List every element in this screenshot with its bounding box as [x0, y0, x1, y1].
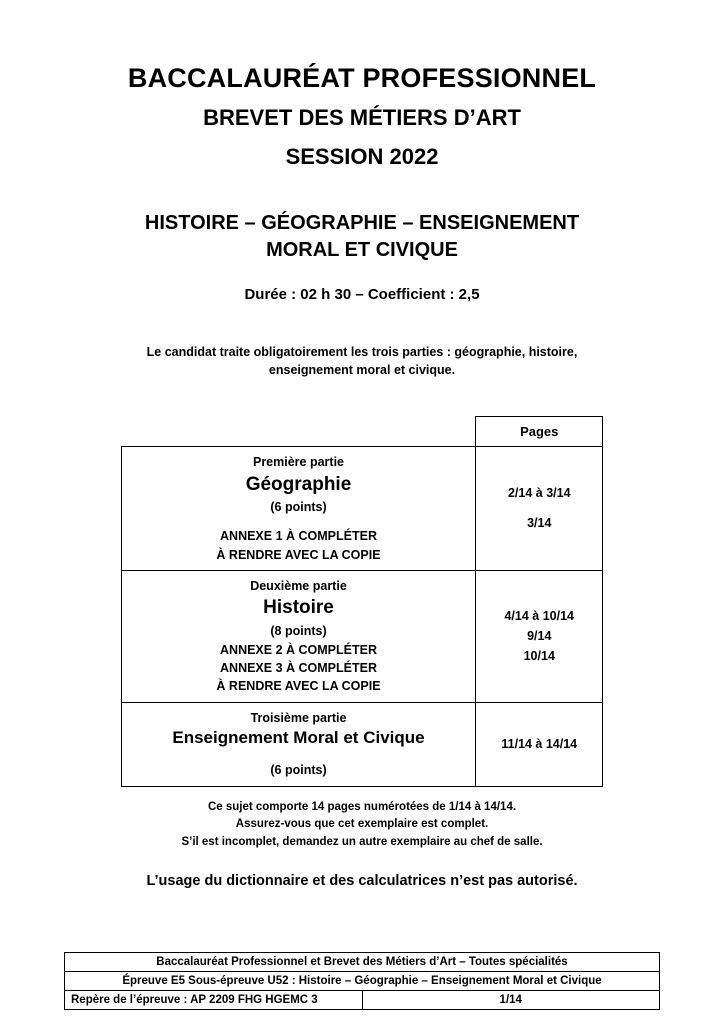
- candidate-instruction-line1: Le candidat traite obligatoirement les trois parties : géographie, histoire,: [146, 345, 578, 360]
- usage-note: L’usage du dictionnaire et des calculatrices n’est pas autorisé.: [146, 872, 578, 889]
- footer-subject-line: Épreuve E5 Sous-épreuve U52 : Histoire – Géographie – Enseignement Moral et Civique: [65, 972, 660, 991]
- part-two-pages-annexe1: 9/14: [527, 629, 552, 644]
- part-three-cell: [121, 702, 476, 787]
- part-three-points: (6 points): [270, 763, 327, 778]
- part-one-name: Géographie: [245, 473, 352, 495]
- part-one-pages-main: 2/14 à 3/14: [507, 486, 571, 501]
- summary-table: [121, 416, 604, 788]
- pages-note-line1: Ce sujet comporte 14 pages numérotées de 1/14 à 14/14.: [207, 801, 517, 814]
- part-two-cell: [121, 570, 476, 702]
- part-two-label: Deuxième partie: [250, 578, 347, 593]
- table-row: [121, 570, 603, 702]
- subject-title: [64, 210, 660, 264]
- exam-session: SESSION 2022: [285, 144, 439, 170]
- document-header: [64, 0, 660, 170]
- part-two-annexe-line2: ANNEXE 3 À COMPLÉTER: [220, 661, 377, 676]
- subject-title-line1: HISTOIRE – GÉOGRAPHIE – ENSEIGNEMENT: [144, 212, 580, 235]
- pages-note-line3: S’il est incomplet, demandez un autre exemplaire au chef de salle.: [181, 835, 543, 848]
- part-two-annexe-line1: ANNEXE 2 À COMPLÉTER: [220, 643, 377, 658]
- part-three-label: Troisième partie: [250, 710, 347, 725]
- part-one-pages-cell: [476, 447, 603, 571]
- duration-coefficient: Durée : 02 h 30 – Coefficient : 2,5: [244, 286, 480, 304]
- footer-row-subject: [65, 972, 660, 991]
- table-row: [121, 447, 603, 571]
- part-three-pages-cell: [476, 702, 603, 787]
- exam-title-line2: BREVET DES MÉTIERS D’ART: [203, 104, 521, 130]
- table-header-row: [121, 416, 603, 447]
- candidate-instruction-line2: enseignement moral et civique.: [268, 363, 456, 378]
- part-three-pages-main: 11/14 à 14/14: [501, 737, 578, 752]
- footer-exam-line: Baccalauréat Professionnel et Brevet des Métiers d’Art – Toutes spécialités: [65, 953, 660, 972]
- part-one-label: Première partie: [252, 455, 345, 470]
- pages-note-line2: Assurez-vous que cet exemplaire est complet.: [235, 818, 489, 831]
- part-one-pages-spacer: [480, 503, 598, 513]
- part-two-annexe-line3: À RENDRE AVEC LA COPIE: [216, 679, 381, 694]
- footer-row-repere: [65, 991, 660, 1010]
- part-one-annexe-line2: À RENDRE AVEC LA COPIE: [216, 547, 381, 562]
- table-row: [121, 702, 603, 787]
- exam-title-line1: BACCALAURÉAT PROFESSIONNEL: [127, 63, 597, 93]
- candidate-instruction: [64, 343, 660, 379]
- part-one-cell: [121, 447, 476, 571]
- part-one-points: (6 points): [270, 500, 327, 515]
- part-two-pages-main: 4/14 à 10/14: [504, 609, 574, 624]
- footer-page-number: 1/14: [362, 991, 660, 1010]
- table-header-empty-cell: [121, 416, 476, 447]
- part-two-pages-annexe2: 10/14: [523, 649, 555, 664]
- part-one-annexe-line1: ANNEXE 1 À COMPLÉTER: [220, 529, 377, 544]
- part-two-pages-cell: [476, 570, 603, 702]
- part-three-spacer: [126, 750, 472, 760]
- part-two-name: Histoire: [263, 597, 334, 619]
- part-one-spacer: [126, 517, 472, 527]
- part-one-pages-annexe: 3/14: [527, 516, 552, 531]
- footer-row-exam: [65, 953, 660, 972]
- pages-note: [64, 799, 660, 851]
- part-three-name: Enseignement Moral et Civique: [172, 728, 425, 748]
- subject-title-line2: MORAL ET CIVIQUE: [266, 239, 458, 262]
- footer-repere: Repère de l’épreuve : AP 2209 FHG HGEMC 3: [65, 991, 363, 1010]
- table-header-pages: Pages: [476, 416, 603, 447]
- page-footer: [64, 952, 660, 1010]
- part-two-points: (8 points): [270, 624, 327, 639]
